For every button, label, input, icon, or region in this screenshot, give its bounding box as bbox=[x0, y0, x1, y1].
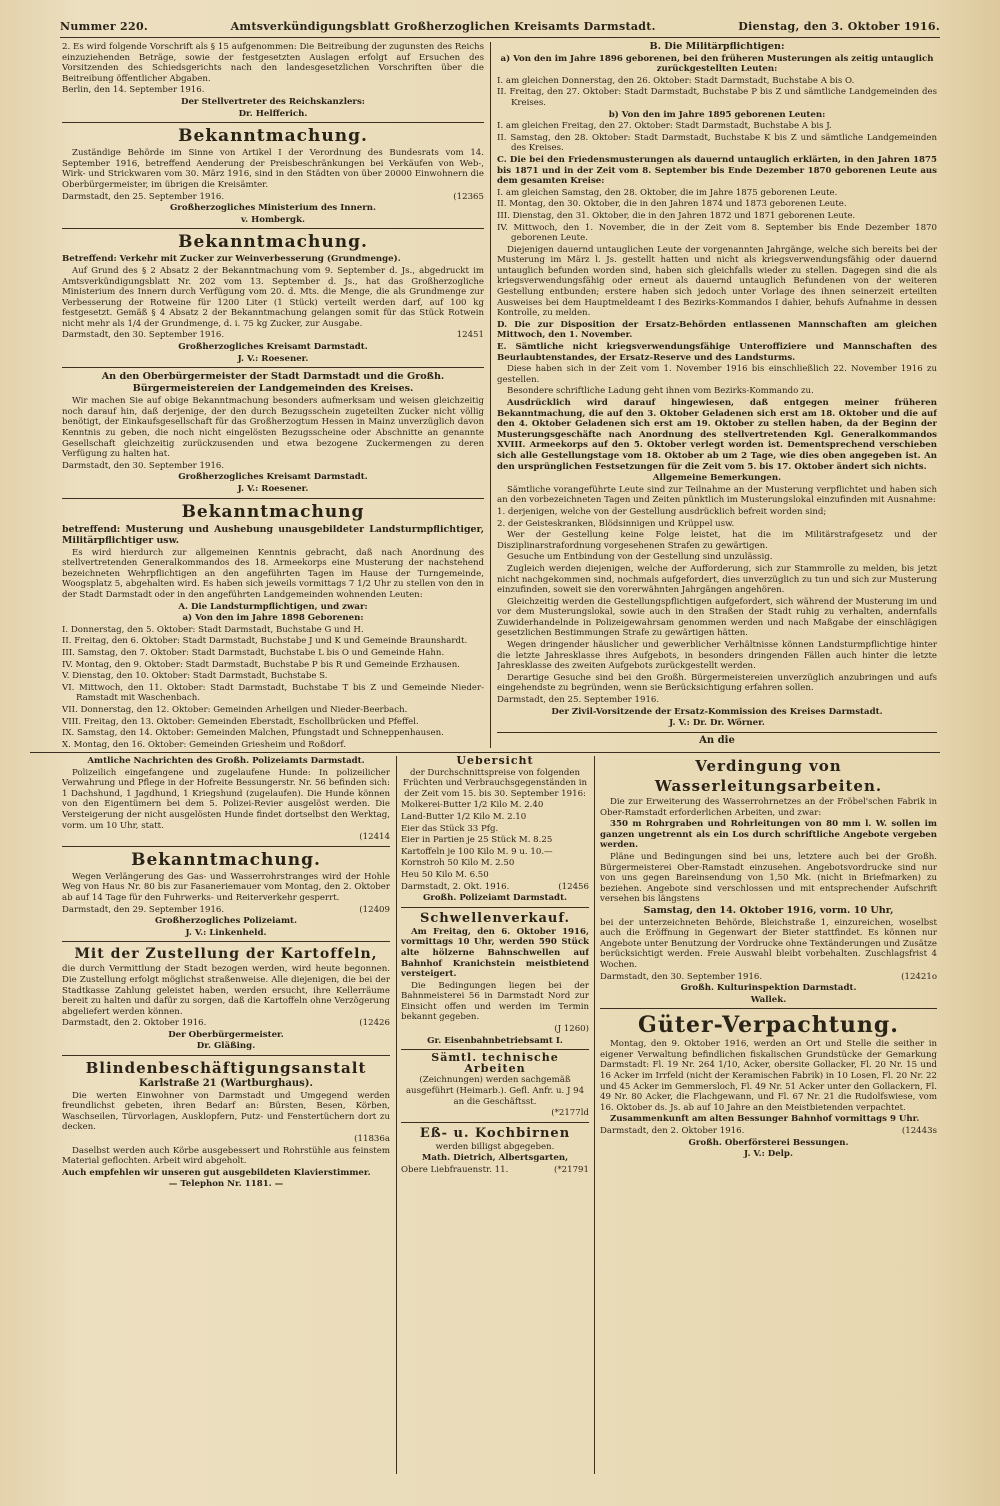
column-divider bbox=[396, 756, 397, 1474]
price-item: Kornstroh 50 Kilo M. 2.50 bbox=[401, 858, 515, 869]
lease-signatory: Großh. Oberförsterei Bessungen. bbox=[688, 1137, 849, 1148]
notice-2-text: Auf Grund des § 2 Absatz 2 der Bekanntmachung vom 9. September d. Js., abgedruckt im Amtsverkündigungsblatt Nr. 202 vom 13. September d. Js., hat das Großherzogliche Ministerium des Innern durch Verfügung vom 20. d. Mts. die Menge, die als Grundmenge zur Verbesserung der Rotweine für 1200 Liter (1 Stück) verteilt werden darf, auf 100 kg festgesetzt. Gemäß § 4 Absatz 2 der Bekanntmachung gelangen somit für das Stück Rotwein nicht mehr als 1/4 der Grundmenge, d. i. 75 kg Zucker, zur Ausgabe. bbox=[62, 265, 484, 329]
potato-text: die durch Vermittlung der Stadt bezogen werden, wird heute begonnen. Die Zustellung erfolgt möglichst straßenweise. Alle diejenigen, die bei der Stadtkasse Zahlung geleistet haben, werden ersucht, ihre Kellerräume bereit zu halten und dafür zu sorgen, daß die Kartoffeln ohne Verzögerung abgeliefert werden können. bbox=[62, 964, 390, 1017]
waterworks-number: (12421o bbox=[901, 971, 937, 982]
notice-2-number: 12451 bbox=[456, 330, 484, 341]
blind-institute-number: (11836a bbox=[354, 1134, 390, 1145]
list-item: III. Dienstag, den 31. Oktober, die in den Jahren 1872 und 1871 geborenen Leute. bbox=[497, 210, 856, 221]
general-remarks-signatory: Der Zivil-Vorsitzende der Ersatz-Kommission des Kreises Darmstadt. bbox=[551, 706, 883, 717]
address-heading: An den Oberbürgermeister der Stadt Darmstadt und die Großh. Bürgermeistereien der Landgemeinden des Kreises. bbox=[101, 371, 445, 395]
price-overview-heading: Uebersicht bbox=[456, 756, 534, 767]
price-item: Eier das Stück 33 Pfg. bbox=[401, 823, 499, 834]
waterworks-signatory: Großh. Kulturinspektion Darmstadt. bbox=[680, 983, 857, 994]
notice-4-name: J. V.: Linkenheld. bbox=[185, 927, 267, 938]
general-remarks-heading: Allgemeine Bemerkungen. bbox=[652, 473, 782, 484]
list-item: X. Montag, den 16. Oktober: Gemeinden Griesheim und Roßdorf. bbox=[62, 739, 346, 750]
list-item: V. Dienstag, den 10. Oktober: Stadt Darmstadt, Buchstabe S. bbox=[62, 671, 328, 682]
potato-date: Darmstadt, den 2. Oktober 1916. bbox=[62, 1018, 207, 1029]
general-remarks-text: Wer der Gestellung keine Folge leistet, hat die im Militärstrafgesetz und der Disziplinarstrafordnung vorgesehenen Strafen zu gewärtigen. bbox=[497, 530, 937, 551]
pears-heading: Eß- u. Kochbirnen bbox=[419, 1125, 571, 1141]
list-item: IX. Samstag, den 14. Oktober: Gemeinden Malchen, Pfungstadt und Schneppenhausen. bbox=[62, 728, 444, 739]
notice-1-text: Zuständige Behörde im Sinne von Artikel I der Verordnung des Bundesrats vom 14. September 1916, betreffend Aenderung der Preisbeschränkungen bei Verkäufen von Web-, Wirk- und Strickwaren vom 30. März 1916, sind in den Städten von über 20000 Einwohnern die Oberbürgermeister, im übrigen die Kreisämter. bbox=[62, 148, 484, 190]
section-c-heading: C. Die bei den Friedensmusterungen als dauernd untauglich erklärten, in den Jahren 1875 bis 1871 und in der Zeit vom 8. September bis Ende Dezember 1870 geborenen Leute aus dem gesamten Kreise: bbox=[497, 154, 937, 187]
general-remarks-text: Gesuche um Entbindung von der Gestellung sind unzulässig. bbox=[507, 552, 773, 563]
notice-3-subject: betreffend: Musterung und Aushebung unausgebildeter Landsturmpflichtiger, Militärpflichtiger usw. bbox=[62, 523, 484, 547]
blind-institute-text-2: Daselbst werden auch Körbe ausgebessert und Rohrstühle aus feinstem Material geflochten. Arbeit wird abgeholt. bbox=[62, 1145, 390, 1167]
list-a bbox=[62, 625, 484, 750]
police-news-number: (12414 bbox=[359, 832, 390, 843]
sleepers-text-2: Die Bedingungen liegen bei der Bahnmeisterei 56 in Darmstadt Nord zur Einsicht offen und werden im Termin bekannt gegeben. bbox=[401, 980, 589, 1023]
notice-1-signatory: Großherzogliches Ministerium des Innern. bbox=[169, 203, 377, 214]
issue-number: Nummer 220. bbox=[60, 20, 149, 33]
notice-2-date: Darmstadt, den 30. September 1916. bbox=[62, 330, 225, 341]
price-overview-signatory: Großh. Polizeiamt Darmstadt. bbox=[422, 893, 568, 904]
price-overview-date: Darmstadt, 2. Okt. 1916. bbox=[401, 881, 510, 892]
column-divider bbox=[594, 756, 595, 1474]
pears-address: Obere Liebfrauenstr. 11. bbox=[401, 1165, 509, 1175]
notice-4-signatory: Großherzogliches Polizeiamt. bbox=[154, 916, 298, 927]
section-c-text: Diejenigen dauernd untauglichen Leute der vorgenannten Jahrgänge, welche sich bereits bei der Musterung im März l. Js. gestellt hatten und nicht als kriegsverwendungsfähig oder dauernd untauglich befunden worden sind, haben sich gleichfalls wieder zu stellen. Dagegen sind die als kriegsverwendungsfähig oder erneut als dauernd untauglich Befundenen von der weiteren Gestellung entbunden; erstere haben sich jedoch unter Vorlage des ihnen seinerzeit erteilten Ausweises bei dem Hauptmeldeamt I des Bezirks-Kommandos I dahier, behufs Aufnahme in dessen Kontrolle, zu melden. bbox=[497, 244, 937, 319]
ordinance-name: Dr. Helfferich. bbox=[238, 108, 308, 119]
list-item: 2. der Geisteskranken, Blödsinnigen und Krüppel usw. bbox=[497, 518, 735, 529]
list-item: I. am gleichen Donnerstag, den 26. Oktober: Stadt Darmstadt, Buchstabe A bis O. bbox=[497, 75, 855, 86]
potato-heading: Mit der Zustellung der Kartoffeln, bbox=[74, 946, 378, 963]
waterworks-name: Wallek. bbox=[750, 994, 787, 1005]
section-a-heading: A. Die Landsturmpflichtigen, und zwar: bbox=[178, 601, 368, 612]
ordinance-date: Berlin, den 14. September 1916. bbox=[62, 85, 205, 96]
notice-3-intro: Es wird hierdurch zur allgemeinen Kenntnis gebracht, daß nach Anordnung des stellvertretenden Generalkommandos des 18. Armeekorps eine Musterung der nachstehend bezeichneten Wehrpflichtigen an den angeführten Tagen im Hause der Turngemeinde, Woogsplatz 5, abgehalten wird. Es haben sich jeweils vormittags 7 1/2 Uhr zu stellen von den in der Stadt Darmstadt oder in den angeführten Landgemeinden wohnenden Leuten: bbox=[62, 547, 484, 600]
list-item: VII. Donnerstag, den 12. Oktober: Gemeinden Arheilgen und Nieder-Beerbach. bbox=[62, 704, 408, 715]
list-item: II. Samstag, den 28. Oktober: Stadt Darmstadt, Buchstabe K bis Z und sämtliche Landgemeinden des Kreises. bbox=[497, 132, 937, 154]
price-item: Eier in Partien je 25 Stück M. 8.25 bbox=[401, 835, 553, 846]
list-item: III. Samstag, den 7. Oktober: Stadt Darmstadt, Buchstabe L bis O und Gemeinde Hahn. bbox=[62, 647, 445, 658]
waterworks-text-2: 350 m Rohrgraben und Rohrleitungen von 80 mm l. W. sollen im ganzen ungetrennt als ein Los durch schriftliche Angebote vergeben werden. bbox=[600, 819, 937, 851]
pears-name: Math. Dietrich, Albertsgarten, bbox=[421, 1153, 569, 1164]
list-item: I. am gleichen Samstag, den 28. Oktober, die im Jahre 1875 geborenen Leute. bbox=[497, 187, 838, 198]
notice-3-heading: Bekanntmachung bbox=[181, 501, 365, 522]
bottom-left-column bbox=[62, 756, 390, 1476]
lease-text-2: Zusammenkunft am alten Bessunger Bahnhof vormittags 9 Uhr. bbox=[610, 1114, 920, 1125]
list-item: II. Freitag, den 27. Oktober: Stadt Darmstadt, Buchstabe P bis Z und sämtliche Landgemeinden des Kreises. bbox=[497, 87, 937, 108]
notice-2-subject: Betreffend: Verkehr mit Zucker zur Weinverbesserung (Grundmenge). bbox=[62, 254, 401, 265]
ordinance-text: 2. Es wird folgende Vorschrift als § 15 aufgenommen: Die Beitreibung der zugunsten des Reichs einzuziehenden Beträge, sowie der festgesetzten Auslagen erfolgt auf Ersuchen des Vorsitzenden des Schiedsgerichts nach den landesgesetzlichen Vorschriften über die Beitreibung öffentlicher Abgaben. bbox=[62, 42, 484, 84]
potato-signatory: Der Oberbürgermeister. bbox=[168, 1029, 284, 1040]
notice-4-heading: Bekanntmachung. bbox=[131, 849, 321, 870]
issue-date: Dienstag, den 3. Oktober 1916. bbox=[738, 20, 940, 33]
lease-heading: Güter-Verpachtung. bbox=[638, 1012, 899, 1039]
section-e-text-2: Besondere schriftliche Ladung geht ihnen vom Bezirks-Kommando zu. bbox=[507, 386, 814, 397]
police-news-text: Polizeilich eingefangene und zugelaufene Hunde: In polizeilicher Verwahrung und Pflege in der Hofreite Bessungerstr. Nr. 56 befinden sich: 1 Dachshund, 1 Jagdhund, 1 Kriegshund (zugelaufen). Die Hunde können von den Eigentümern bei dem 5. Polizei-Revier ausgelöst werden. Die Versteigerung der nicht ausgelösten Hunde findet dortselbst den Werktag, vorm. um 10 Uhr, statt. bbox=[62, 767, 390, 831]
list-item: II. Montag, den 30. Oktober, die in den Jahren 1874 und 1873 geborenen Leute. bbox=[497, 199, 847, 210]
lease-date: Darmstadt, den 2. Oktober 1916. bbox=[600, 1126, 745, 1137]
price-item: Heu 50 Kilo M. 6.50 bbox=[401, 869, 489, 880]
waterworks-text-3: Pläne und Bedingungen sind bei uns, letztere auch bei der Großh. Bürgermeisterei Ober-Ramstadt einzusehen. Angebotsvordrucke sind nur von uns gegen Bareinsendung von 1,50 Mk. (nicht in Briefmarken) zu beziehen. Angebote sind verschlossen und mit entsprechender Aufschrift versehen bis längstens bbox=[600, 851, 937, 905]
price-list bbox=[401, 800, 589, 880]
price-overview-text: der Durchschnittspreise von folgenden Früchten und Verbrauchsgegenständen in der Zeit vom 15. bis 30. September 1916: bbox=[402, 767, 588, 799]
section-e-text-1: Diese haben sich in der Zeit vom 1. November 1916 bis einschließlich 22. November 1916 zu gestellen. bbox=[497, 364, 937, 385]
section-b-b: b) Von den im Jahre 1895 geborenen Leuten: bbox=[608, 109, 826, 120]
general-remarks-text: Gleichzeitig werden die Gestellungspflichtigen aufgefordert, sich während der Musterung im und vor dem Musterungslokal, sowie auch in den Straßen der Stadt ruhig zu verhalten, andernfalls Zuwiderhandelnde in Polizeigewahrsam genommen werden und nach Maßgabe der einschlägigen gesetzlichen Bestimmungen Strafe zu gewärtigen hätten. bbox=[497, 596, 937, 639]
potato-name: Dr. Gläßing. bbox=[196, 1041, 256, 1052]
list-item: I. Donnerstag, den 5. Oktober: Stadt Darmstadt, Buchstabe G und H. bbox=[62, 624, 364, 635]
pears-number: (*21791 bbox=[554, 1165, 589, 1175]
police-news-heading: Amtliche Nachrichten des Großh. Polizeiamts Darmstadt. bbox=[87, 756, 365, 766]
sleepers-signatory: Gr. Eisenbahnbetriebsamt I. bbox=[427, 1035, 563, 1046]
list-item: IV. Montag, den 9. Oktober: Stadt Darmstadt, Buchstabe P bis R und Gemeinde Erzhausen. bbox=[62, 659, 460, 670]
general-remarks-text: Derartige Gesuche sind bei den Großh. Bürgermeistereien unverzüglich anzubringen und aufs eingehendste zu begründen, wenn sie Berücksichtigung erfahren sollen. bbox=[497, 672, 937, 694]
waterworks-text-4: bei der unterzeichneten Behörde, Bleichstraße 1, einzureichen, woselbst auch die Eröffnung in Gegenwart der Bieter stattfindet. Es können nur Angebote unter Benutzung der Vordrucke ohne Textänderungen und Zusätze berücksichtigt werden. Freie Auswahl bleibt vorbehalten. Zuschlagsfrist 4 Wochen. bbox=[600, 917, 937, 970]
sleepers-heading: Schwellenverkauf. bbox=[419, 910, 571, 926]
notice-4-date: Darmstadt, den 29. September 1916. bbox=[62, 904, 225, 915]
price-item: Molkerei-Butter 1/2 Kilo M. 2.40 bbox=[401, 800, 544, 811]
price-item: Land-Butter 1/2 Kilo M. 2.10 bbox=[401, 811, 527, 822]
waterworks-date: Darmstadt, den 30. September 1916. bbox=[600, 971, 763, 982]
price-item: Kartoffeln je 100 Kilo M. 9 u. 10.— bbox=[401, 846, 553, 857]
general-remarks-text: Sämtliche vorangeführte Leute sind zur Teilnahme an der Musterung verpflichtet und haben sich an den vorbezeichneten Tagen und Zeiten pünktlich im Musterungslokal einzufinden mit Ausnahme: bbox=[497, 484, 937, 506]
waterworks-deadline: Samstag, den 14. Oktober 1916, vorm. 10 Uhr, bbox=[643, 904, 894, 916]
waterworks-heading: Verdingung von Wasserleitungsarbeiten. bbox=[654, 757, 883, 795]
address-2-pre: An die bbox=[699, 734, 735, 746]
list-item: I. am gleichen Freitag, den 27. Oktober: Stadt Darmstadt, Buchstabe A bis J. bbox=[497, 121, 832, 132]
list-item: VI. Mittwoch, den 11. Oktober: Stadt Darmstadt, Buchstabe T bis Z und Gemeinde Nieder-Ramstadt mit Waschenbach. bbox=[62, 682, 484, 704]
bottom-middle-column bbox=[401, 756, 589, 1476]
column-divider bbox=[490, 42, 491, 748]
list-item: II. Freitag, den 6. Oktober: Stadt Darmstadt, Buchstabe J und K und Gemeinde Braunshardt. bbox=[62, 636, 468, 647]
sleepers-number: (J 1260) bbox=[554, 1024, 589, 1035]
blind-institute-phone: — Telephon Nr. 1181. — bbox=[168, 1179, 284, 1190]
general-remarks-text: Wegen dringender häuslicher und gewerblicher Verhältnisse können Landsturmpflichtige hinter die letzte Jahresklasse ihres Aufgebots, in besonders dringenden Fällen auch hinter die letzte Jahresklasse des zweiten Aufgebots zurückgestellt werden. bbox=[497, 640, 937, 672]
waterworks-text: Die zur Erweiterung des Wasserrohrnetzes an der Fröbel'schen Fabrik in Ober-Ramstadt erforderlichen Arbeiten, und zwar: bbox=[600, 797, 937, 818]
blind-institute-heading: Blindenbeschäftigungsanstalt bbox=[85, 1059, 367, 1078]
list-item: VIII. Freitag, den 13. Oktober: Gemeinden Eberstadt, Eschollbrücken und Pfeffel. bbox=[62, 716, 419, 727]
section-e: E. Sämtliche nicht kriegsverwendungsfähige Unteroffiziere und Mannschaften des Beurlaubtenstandes, der Ersatz-Reserve und des Landsturms. bbox=[497, 342, 937, 363]
blind-institute-address: Karlstraße 21 (Wartburghaus). bbox=[139, 1078, 313, 1090]
technical-work-heading: Sämtl. technische Arbeiten bbox=[431, 1051, 559, 1075]
section-b-a: a) Von den im Jahre 1896 geborenen, bei den früheren Musterungen als zeitig untauglich zurückgestellten Leuten: bbox=[500, 53, 934, 75]
general-remarks-date: Darmstadt, den 25. September 1916. bbox=[497, 695, 660, 706]
price-overview-number: (12456 bbox=[558, 881, 589, 892]
sleepers-text: Am Freitag, den 6. Oktober 1916, vormittags 10 Uhr, werden 590 Stück alte hölzerne Bahnschwellen auf Bahnhof Kranichstein meistbietend versteigert. bbox=[401, 926, 589, 980]
notice-2-name: J. V.: Roesener. bbox=[237, 353, 309, 364]
list-item: IV. Mittwoch, den 1. November, die in der Zeit vom 8. September bis Ende Dezember 1870 geborenen Leute. bbox=[497, 222, 937, 244]
blind-institute-text: Die werten Einwohner von Darmstadt und Umgegend werden freundlichst gebeten, ihren Bedarf an: Bürsten, Besen, Körben, Waschseilen, Türvorlagen, Ausklopfern, Putz- und Fenstertüchern dort zu decken. bbox=[62, 1090, 390, 1133]
technical-work-number: (*2177ld bbox=[551, 1108, 589, 1119]
section-divider bbox=[30, 752, 940, 753]
right-column bbox=[497, 42, 937, 748]
masthead bbox=[60, 16, 940, 38]
section-b-heading: B. Die Militärpflichtigen: bbox=[649, 42, 785, 52]
address-date: Darmstadt, den 30. September 1916. bbox=[62, 460, 225, 471]
notice-1-date: Darmstadt, den 25. September 1916. bbox=[62, 191, 225, 202]
lease-text: Montag, den 9. Oktober 1916, werden an Ort und Stelle die seither in eigener Verwaltung befindlichen fiskalischen Grundstücke der Gemarkung Darmstadt: Fl. 19 Nr. 264 1/10, Acker, obersite Gollacker, Fl. 20 Nr. 15 und 16 Acker im Irrfeld (nicht der Keramischen Fabrik) in 10 Losen, Fl. 20 Nr. 22 und 45 Acker im Gemmersloch, Fl. 49 Nr. 51 Acker unter den Gollackern, Fl. 49 Nr. 80 Acker, die Flachgewann, und Fl. 67 Nr. 21 die Rudolfswiese, vom 16. Oktober ds. Js. ab auf 10 Jahre an den Meistbietenden verpachtet. bbox=[600, 1039, 937, 1113]
bottom-right-column bbox=[600, 756, 937, 1476]
section-a-sub: a) Von den im Jahre 1898 Geborenen: bbox=[182, 613, 364, 624]
ordinance-signatory: Der Stellvertreter des Reichskanzlers: bbox=[181, 96, 365, 107]
address-signatory: Großherzogliches Kreisamt Darmstadt. bbox=[178, 472, 368, 483]
notice-1-name: v. Hombergk. bbox=[240, 214, 306, 225]
pears-text: werden billigst abgegeben. bbox=[435, 1141, 555, 1152]
notice-2-heading: Bekanntmachung. bbox=[178, 232, 368, 253]
lease-number: (12443s bbox=[901, 1126, 937, 1137]
lease-name: J. V.: Delp. bbox=[744, 1149, 793, 1160]
notice-4-number: (12409 bbox=[359, 904, 390, 915]
paper-title: Amtsverkündigungsblatt Großherzoglichen Kreisamts Darmstadt. bbox=[230, 20, 656, 33]
notice-2-signatory: Großherzogliches Kreisamt Darmstadt. bbox=[178, 342, 368, 353]
section-e-text-3: Ausdrücklich wird darauf hingewiesen, daß entgegen meiner früheren Bekanntmachung, die auf den 3. Oktober Geladenen sich erst am 18. Oktober und die auf den 4. Oktober Geladenen sich erst am 19. Oktober zu stellen haben, da der Beginn der Musterungsgeschäfte nach Anordnung des stellvertretenden Kgl. Generalkommandos XVIII. Armeekorps auf den 5. Oktober verlegt worden ist. Dementsprechend verschieben sich alle Gestellungstage vom 18. Oktober ab um 2 Tage, wie dies oben angegeben ist. An den ursprünglichen Festsetzungen für die Zeit vom 5. bis 17. Oktober ändert sich nichts. bbox=[497, 398, 937, 472]
section-d: D. Die zur Disposition der Ersatz-Behörden entlassenen Mannschaften am gleichen Mittwoch, den 1. November. bbox=[497, 319, 937, 341]
address-text: Wir machen Sie auf obige Bekanntmachung besonders aufmerksam und weisen gleichzeitig noch darauf hin, daß derjenige, der den durch Bezugsschein zugeteilten Zucker nicht völlig benötigt, der Einkaufsgesellschaft für das Großherzogtum Hessen in Mainz unverzüglich davon Kenntnis zu geben, die noch nicht eingelösten Bezugsscheine oder Abschnitte an genannte Gesellschaft gleichzeitig zurückzusenden und etwa bezogene Zuckermengen zu deren Verfügung zu halten hat. bbox=[62, 396, 484, 460]
left-column bbox=[62, 42, 484, 750]
notice-4-text: Wegen Verlängerung des Gas- und Wasserrohrstranges wird der Hohle Weg von Haus Nr. 80 bis zur Fasaneriemauer vom Montag, den 2. Oktober ab auf 14 Tage für den Fuhrwerks- und Reiterverkehr gesperrt. bbox=[62, 871, 390, 903]
blind-institute-text-3: Auch empfehlen wir unseren gut ausgebildeten Klavierstimmer. bbox=[62, 1167, 371, 1178]
list-item: 1. derjenigen, welche von der Gestellung ausdrücklich befreit worden sind; bbox=[497, 506, 827, 517]
notice-1-heading: Bekanntmachung. bbox=[178, 126, 368, 147]
address-name: J. V.: Roesener. bbox=[237, 484, 309, 494]
general-remarks-name: J. V.: Dr. Dr. Wörner. bbox=[669, 718, 765, 729]
notice-1-number: (12365 bbox=[453, 191, 484, 202]
general-remarks-text: Zugleich werden diejenigen, welche der Aufforderung, sich zur Stammrolle zu melden, bis jetzt nicht nachgekommen sind, nochmals aufgefordert, dies unverzüglich zu tun und sich zur Musterung einzufinden, soweit sie den vorerwähnten Jahrgängen angehören. bbox=[497, 563, 937, 596]
potato-number: (12426 bbox=[359, 1018, 390, 1029]
technical-work-text: (Zeichnungen) werden sachgemäß ausgeführt (Heimarb.). Gefl. Anfr. u. J 94 an die Geschäftsst. bbox=[405, 1075, 585, 1107]
